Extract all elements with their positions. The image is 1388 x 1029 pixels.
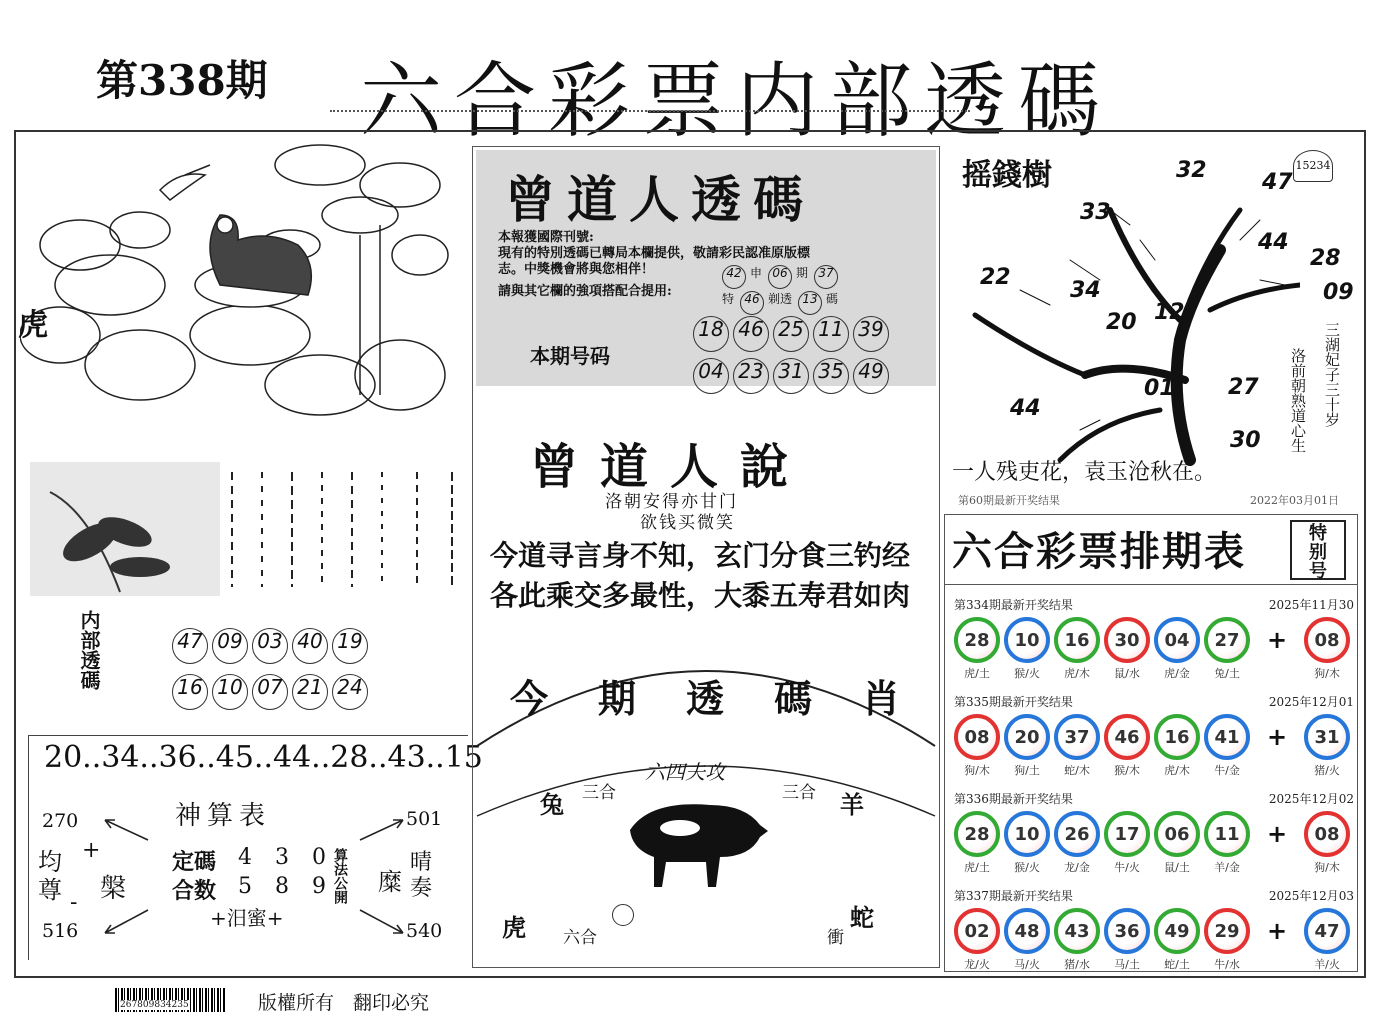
zengdao-title: 曾道人透碼 [505, 171, 815, 229]
small-text: 期 [796, 266, 809, 280]
num-270: 270 [42, 810, 79, 832]
ball-zodiac: 牛/水 [1214, 958, 1240, 971]
tree-num: 27 [1228, 375, 1259, 400]
page-title: 六合彩票内部透碼 [360, 54, 1113, 149]
lottery-ball: 43 [1054, 908, 1100, 954]
poem-2: 各此乘交多最性，大黍五寿君如肉 [490, 579, 911, 612]
minus-mark: - [70, 890, 78, 915]
ball-zodiac: 猴/木 [1114, 764, 1140, 777]
small-text: 特 [722, 292, 735, 306]
special-ball: 08 [1304, 617, 1350, 663]
tree-num: 44 [1010, 396, 1041, 421]
say-sub-1: 洛朝安得亦甘门 [605, 492, 738, 512]
liuhe: 六合 [563, 928, 597, 948]
lottery-ball: 28 [954, 617, 1000, 663]
big-row-1 [693, 316, 893, 352]
tree-num: 47 [1262, 170, 1293, 195]
ball-zodiac: 狗/木 [964, 764, 990, 777]
lottery-ball: 36 [1104, 908, 1150, 954]
result-header [954, 790, 1354, 807]
small-row-2 [722, 288, 838, 315]
seal-icon [612, 904, 634, 926]
ball-zodiac: 马/火 [1014, 958, 1040, 971]
number-line: 20..34..36..45..44..28..43..15 [44, 740, 483, 775]
code-num: 25 [773, 316, 809, 352]
vertical-2: 洛前朝熟道心生 [1289, 348, 1307, 453]
dingma-label: 定碼 [172, 849, 217, 875]
lottery-ball: 08 [954, 714, 1000, 760]
results-list [954, 596, 1354, 984]
barcode-number: 267809834235 [120, 1000, 189, 1010]
ball-zodiac: 猴/火 [1014, 861, 1040, 874]
small-text: 申 [750, 266, 763, 280]
code-num: 31 [773, 358, 809, 394]
plant-painting [30, 462, 220, 596]
plus-sign: + [1266, 917, 1288, 945]
num-540: 540 [406, 920, 443, 942]
inner-row-1 [172, 628, 372, 664]
special-ball: 08 [1304, 811, 1350, 857]
result-date: 2025年11月30 [1268, 598, 1354, 612]
chong: 衝 [827, 928, 844, 948]
ball-zodiac: 龙/金 [1064, 861, 1090, 874]
lottery-ball: 16 [1154, 714, 1200, 760]
inner-num: 19 [332, 628, 368, 664]
label-row [954, 762, 1354, 778]
small-num: 13 [798, 291, 822, 315]
ball-row [954, 617, 1354, 663]
dingma-value: 4 3 0 [238, 845, 334, 870]
ball-zodiac: 虎/木 [1064, 667, 1090, 680]
result-issue: 第336期最新开奖结果 [954, 792, 1073, 806]
lottery-ball: 29 [1204, 908, 1250, 954]
sheep: 羊 [840, 791, 864, 819]
plus-mark: + [82, 838, 101, 863]
small-num: 06 [768, 265, 792, 289]
result-block [954, 887, 1354, 984]
tree-num: 33 [1080, 200, 1111, 225]
special-badge: 特别号 [1290, 520, 1346, 580]
result-header [954, 596, 1354, 613]
lottery-ball: 49 [1154, 908, 1200, 954]
notice-3: 志。中獎機會將與您相伴！ [498, 262, 655, 277]
special-zodiac: 狗/木 [1314, 861, 1340, 874]
plus-sign: + [1266, 723, 1288, 751]
small-text: 剃透 [768, 292, 793, 306]
tree-num: 01 [1144, 376, 1175, 401]
algo-tag: 算法公開 [332, 848, 348, 904]
ball-row [954, 811, 1354, 857]
small-row-1 [722, 262, 842, 289]
result-issue: 第337期最新开奖结果 [954, 889, 1073, 903]
notice-2: 現有的特別透碼已轉局本欄提供，敬請彩民認准原版標 [498, 246, 811, 261]
tree-num: 28 [1310, 246, 1341, 271]
lottery-ball: 28 [954, 811, 1000, 857]
special-zodiac: 狗/木 [1314, 667, 1340, 680]
special-zodiac: 羊/火 [1314, 958, 1340, 971]
label-row [954, 665, 1354, 681]
tiger-bottom: 虎 [502, 914, 526, 942]
small-text: 碼 [826, 292, 839, 306]
ball-zodiac: 蛇/木 [1064, 764, 1090, 777]
plus-sign: + [1266, 626, 1288, 654]
tree-num: 09 [1323, 280, 1354, 305]
issue-number: 第338期 [96, 56, 268, 105]
lottery-ball: 17 [1104, 811, 1150, 857]
special-ball: 31 [1304, 714, 1350, 760]
ball-zodiac: 虎/木 [1164, 764, 1190, 777]
result-date: 2025年12月02 [1268, 792, 1354, 806]
result-date: 2025年12月01 [1268, 695, 1354, 709]
code-num: 46 [733, 316, 769, 352]
right-a: 糜 [378, 868, 402, 896]
snake: 蛇 [850, 904, 874, 932]
ball-row [954, 714, 1354, 760]
left-a: 均尊 [38, 848, 62, 904]
tree-num: 34 [1070, 278, 1101, 303]
ball-zodiac: 虎/土 [964, 861, 990, 874]
lottery-ball: 11 [1204, 811, 1250, 857]
rabbit: 兔 [540, 791, 564, 819]
inner-code-label: 内部透碼 [77, 610, 101, 690]
tree-num: 20 [1106, 310, 1137, 335]
schedule-title: 六合彩票排期表 [952, 529, 1246, 575]
shensuan-title: 神算表 [175, 801, 272, 831]
num-501: 501 [406, 808, 443, 830]
lottery-ball: 06 [1154, 811, 1200, 857]
ball-zodiac: 虎/土 [964, 667, 990, 680]
sanhe-2: 三合 [782, 783, 816, 803]
label-row [954, 859, 1354, 875]
tree-num: 30 [1230, 428, 1261, 453]
ball-zodiac: 羊/金 [1214, 861, 1240, 874]
badge-15234: 15234 [1293, 150, 1333, 182]
bird-flower-illustration [20, 135, 460, 455]
result-header [954, 693, 1354, 710]
right-b: 晴奏 [410, 850, 433, 901]
old-result-date: 2022年03月01日 [1250, 494, 1339, 507]
heshu-value: 5 8 9 [238, 874, 334, 899]
lottery-ball: 46 [1104, 714, 1150, 760]
ball-zodiac: 猪/水 [1064, 958, 1090, 971]
say-title: 曾道人說 [530, 439, 811, 495]
calligraphy-text [222, 462, 467, 596]
tree-num: 32 [1176, 158, 1207, 183]
lottery-ball: 26 [1054, 811, 1100, 857]
special-zodiac: 猪/火 [1314, 764, 1340, 777]
inner-num: 03 [252, 628, 288, 664]
lottery-ball: 41 [1204, 714, 1250, 760]
ball-zodiac: 猴/火 [1014, 667, 1040, 680]
small-num: 46 [740, 291, 764, 315]
code-num: 35 [813, 358, 849, 394]
say-sub-2: 欲钱买微笑 [640, 513, 735, 533]
lottery-ball: 04 [1154, 617, 1200, 663]
ball-zodiac: 鼠/土 [1164, 861, 1190, 874]
ball-zodiac: 兔/土 [1214, 667, 1240, 680]
lottery-ball: 20 [1004, 714, 1050, 760]
result-header [954, 887, 1354, 904]
copyright: 版權所有 翻印必究 [258, 992, 430, 1014]
lottery-ball: 30 [1104, 617, 1150, 663]
tree-num: 44 [1258, 230, 1289, 255]
inner-num: 47 [172, 628, 208, 664]
lottery-ball: 48 [1004, 908, 1050, 954]
inner-num: 40 [292, 628, 328, 664]
small-num: 37 [814, 265, 838, 289]
inner-num: 09 [212, 628, 248, 664]
ball-zodiac: 蛇/土 [1164, 958, 1190, 971]
big-row-2 [693, 358, 893, 394]
result-block [954, 596, 1354, 693]
code-num: 23 [733, 358, 769, 394]
heshu-label: 合数 [172, 878, 217, 904]
result-block [954, 693, 1354, 790]
arc-title: 今期透碼肖 [510, 677, 951, 721]
tree-poem: 一人残吏花，袁玉沧秋在。 [952, 460, 1217, 485]
left-b: 槃 [100, 874, 127, 904]
lottery-ball: 02 [954, 908, 1000, 954]
ball-zodiac: 虎/金 [1164, 667, 1190, 680]
ball-zodiac: 牛/金 [1214, 764, 1240, 777]
inner-num: 07 [252, 674, 288, 710]
plus-sign: + [1266, 820, 1288, 848]
animal-top: 六四夫攻 [645, 760, 725, 784]
ball-zodiac: 马/土 [1114, 958, 1140, 971]
notice-1: 本報獲國際刊號: [498, 230, 594, 245]
big-label: 本期号码 [530, 344, 610, 368]
tree-num: 22 [980, 265, 1011, 290]
result-issue: 第334期最新开奖结果 [954, 598, 1073, 612]
code-num: 39 [853, 316, 889, 352]
code-num: 18 [693, 316, 729, 352]
tiger-label: 虎 [18, 308, 48, 343]
divider [944, 584, 1358, 585]
lottery-ball: 37 [1054, 714, 1100, 760]
old-result-note: 第60期最新开奖结果 [958, 494, 1060, 507]
code-num: 04 [693, 358, 729, 394]
special-ball: 47 [1304, 908, 1350, 954]
small-num: 42 [722, 265, 746, 289]
label-row [954, 956, 1354, 972]
num-516: 516 [42, 920, 79, 942]
inner-num: 24 [332, 674, 368, 710]
inner-num: 10 [212, 674, 248, 710]
result-block [954, 790, 1354, 887]
ball-zodiac: 牛/火 [1114, 861, 1140, 874]
lottery-ball: 10 [1004, 617, 1050, 663]
ball-zodiac: 鼠/水 [1114, 667, 1140, 680]
result-issue: 第335期最新开奖结果 [954, 695, 1073, 709]
lottery-ball: 27 [1204, 617, 1250, 663]
sanhe-1: 三合 [582, 783, 616, 803]
ball-zodiac: 狗/土 [1014, 764, 1040, 777]
inner-num: 16 [172, 674, 208, 710]
poem-1: 今道寻言身不知，玄门分食三钓经 [490, 539, 911, 572]
result-date: 2025年12月03 [1268, 889, 1354, 903]
ball-zodiac: 龙/火 [964, 958, 990, 971]
code-num: 11 [813, 316, 849, 352]
shensuan-bottom: +汨蜜+ [210, 906, 284, 930]
lottery-ball: 16 [1054, 617, 1100, 663]
lottery-ball: 10 [1004, 811, 1050, 857]
tree-title: 摇錢樹 [962, 158, 1052, 193]
code-num: 49 [853, 358, 889, 394]
boar-icon [620, 790, 770, 890]
vertical-1: 三湖妃子三十岁 [1323, 322, 1341, 427]
ball-row [954, 908, 1354, 954]
inner-num: 21 [292, 674, 328, 710]
tree-num: 12 [1154, 300, 1185, 325]
divider [330, 110, 970, 118]
notice-4: 請與其它欄的強項搭配合提用: [498, 284, 672, 299]
inner-row-2 [172, 674, 372, 710]
